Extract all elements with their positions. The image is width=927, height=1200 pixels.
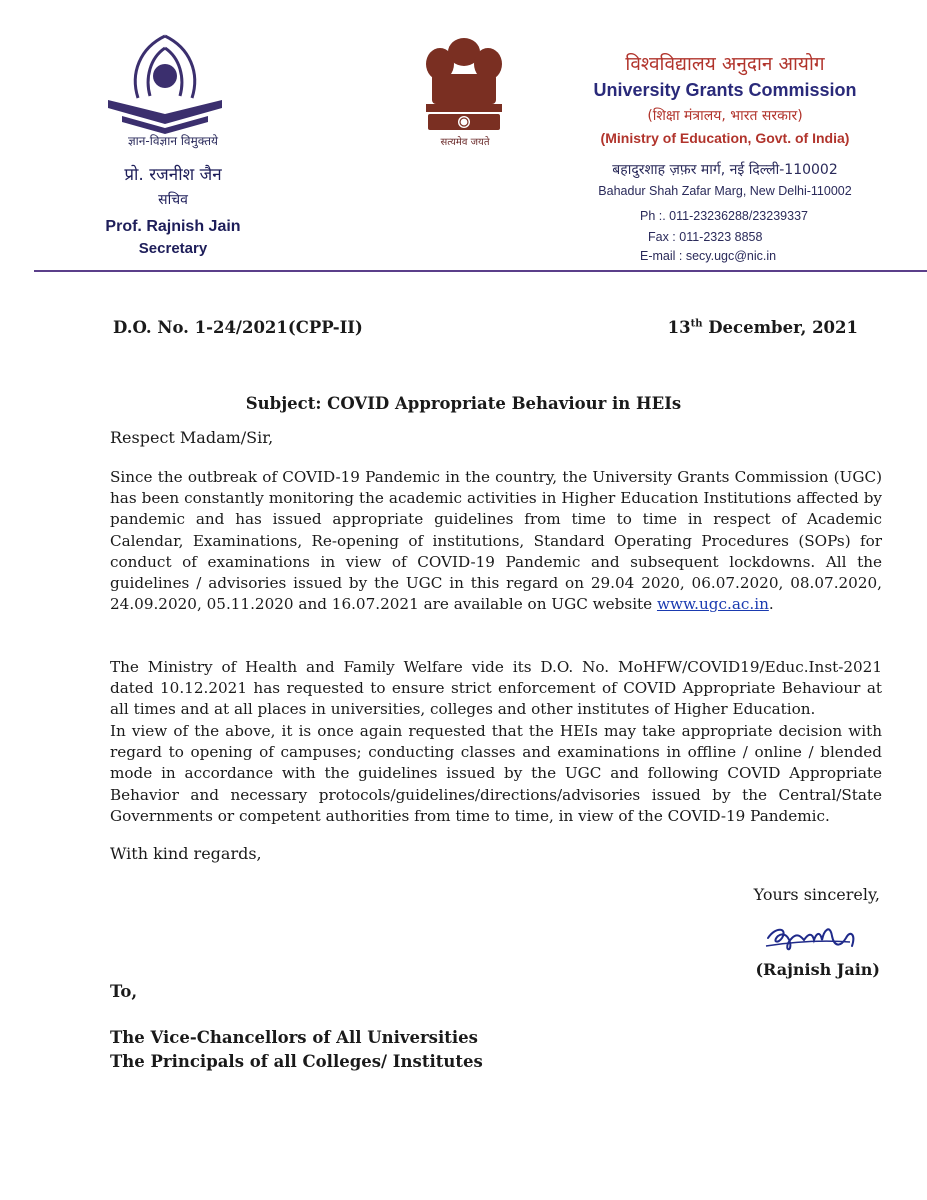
secretary-title-hindi: सचिव: [158, 192, 188, 208]
paragraph-1-end: .: [768, 595, 774, 614]
signature-icon: [762, 912, 862, 960]
recipient: The Principals of all Colleges/ Institutes: [110, 1052, 483, 1071]
salutation: Respect Madam/Sir,: [110, 428, 274, 447]
signatory-name: (Rajnish Jain): [755, 960, 880, 979]
paragraph-1-text: Since the outbreak of COVID-19 Pandemic in the country, the University Grants Commission (UGC) has been constantly monitoring the academic activities in Higher Education Institutions affected by pandemic and has issued appropriate guidelines from time to time in respect of Academic Calendar, Examinations, Re-opening of institutions, Standard Operating Procedures (SOPs) for conduct of examinations in view of COVID-19 Pandemic and subsequent lockdowns. All the guidelines / advisories issued by the UGC in this regard on 29.04 2020, 06.07.2020, 08.07.2020, 24.09.2020, 05.11.2020 and 16.07.2021 are available on UGC website: [110, 468, 882, 614]
ugc-motto: ज्ञान-विज्ञान विमुक्तये: [127, 134, 219, 148]
fax-number: Fax : 011-2323 8858: [648, 230, 763, 244]
paragraph-3: In view of the above, it is once again requested that the HEIs may take appropriate decision with regard to opening of campuses; conducting classes and examinations in offline / online / blended mode in accordance with the guidelines issued by the UGC and following COVID Appropriate Behavior and necessary protocols/guidelines/directions/advisories issued by the Central/State Governments or competent authorities from time to time, in view of the COVID-19 Pandemic.: [110, 722, 882, 825]
paragraph-1: [110, 467, 882, 615]
date-suffix: th: [690, 318, 703, 330]
to-label: To,: [110, 982, 138, 1001]
national-emblem-icon: [418, 30, 510, 138]
ministry: (Ministry of Education, Govt. of India): [600, 130, 850, 146]
phone-number: Ph :. 011-23236288/23239337: [640, 209, 808, 223]
secretary-name: Prof. Rajnish Jain: [105, 218, 241, 235]
address-hindi: बहादुरशाह ज़फ़र मार्ग, नई दिल्ली-110002: [612, 162, 838, 178]
emblem-motto: सत्यमेव जयते: [440, 137, 490, 148]
secretary-name-hindi: प्रो. रजनीश जैन: [124, 165, 222, 185]
valediction: Yours sincerely,: [753, 885, 880, 904]
date-day: 13: [667, 318, 691, 337]
ugc-logo-icon: [100, 28, 230, 138]
subject-line: Subject: COVID Appropriate Behaviour in HEIs: [245, 394, 682, 413]
letter-date: [640, 318, 858, 337]
ministry-hindi: (शिक्षा मंत्रालय, भारत सरकार): [647, 108, 803, 124]
secretary-title: Secretary: [138, 240, 208, 257]
email-address: E-mail : secy.ugc@nic.in: [640, 249, 777, 263]
org-name: University Grants Commission: [593, 80, 857, 100]
paragraph-2: The Ministry of Health and Family Welfare vide its D.O. No. MoHFW/COVID19/Educ.Inst-2021 dated 10.12.2021 has requested to ensure strict enforcement of COVID Appropriate Behaviour at all times and at all places in universities, colleges and other institutes of Higher Education.: [110, 658, 882, 719]
address: Bahadur Shah Zafar Marg, New Delhi-110002: [598, 184, 852, 198]
ugc-website-link[interactable]: www.ugc.ac.in: [656, 595, 769, 614]
do-number: D.O. No. 1-24/2021(CPP-II): [113, 318, 363, 337]
header-divider: [34, 270, 927, 272]
date-month-year: December, 2021: [702, 318, 858, 337]
closing: With kind regards,: [110, 844, 262, 863]
recipient: The Vice-Chancellors of All Universities: [110, 1028, 478, 1047]
org-name-hindi: विश्वविद्यालय अनुदान आयोग: [625, 53, 825, 75]
